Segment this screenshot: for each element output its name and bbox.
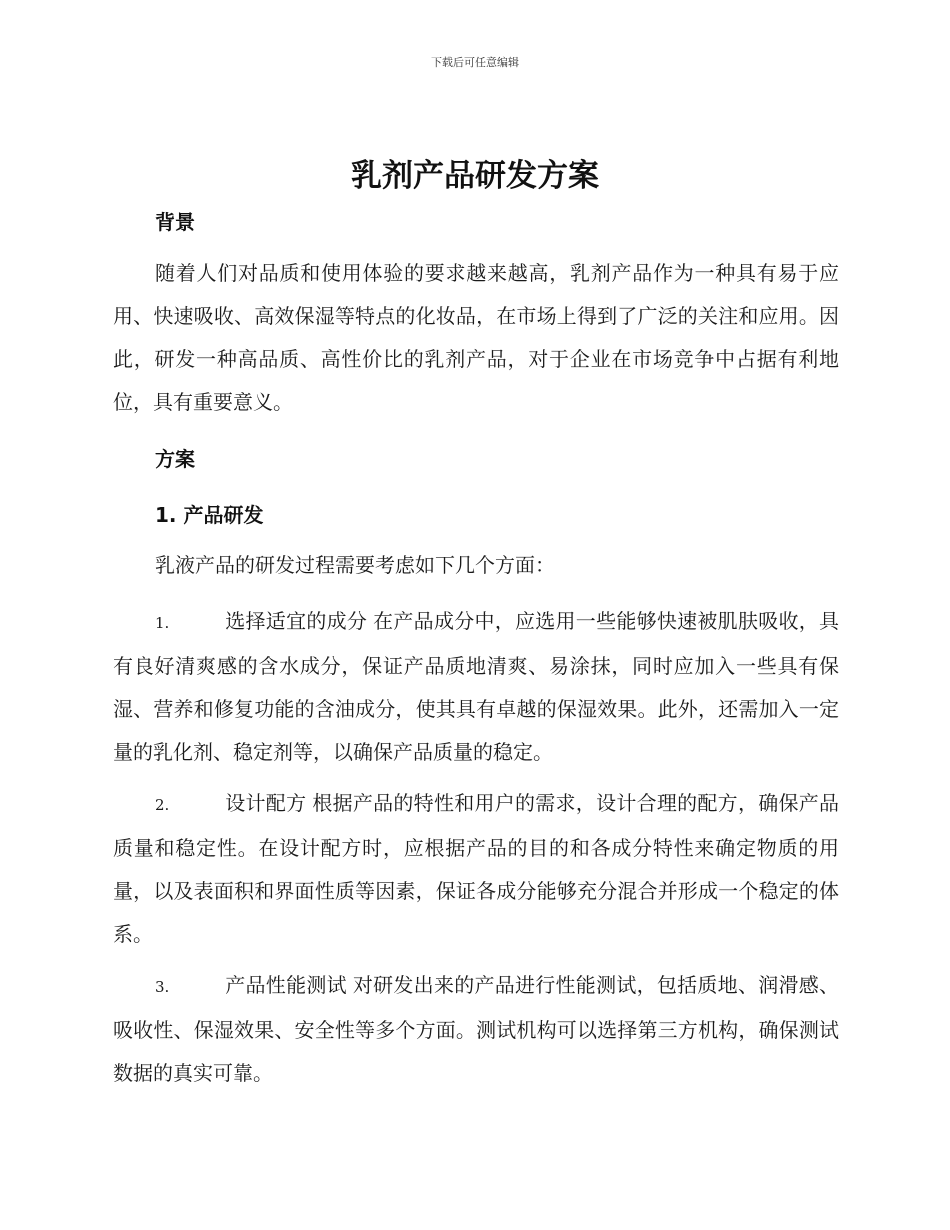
subsection-heading-product-development: 1. 产品研发	[155, 503, 264, 527]
section-heading-background: 背景	[155, 210, 195, 234]
list-item-text: 根据产品的特性和用户的需求，设计合理的配方，确保产品质量和稳定性。在设计配方时，应根据产品的目的和各成分特性来确定物质的用量，以及表面积和界面性质等因素，保证各成分能够充分混合并形成一个稳定的体系。	[113, 791, 840, 946]
background-paragraph: 随着人们对品质和使用体验的要求越来越高，乳剂产品作为一种具有易于应用、快速吸收、高效保湿等特点的化妆品，在市场上得到了广泛的关注和应用。因此，研发一种高品质、高性价比的乳剂产品，对于企业在市场竞争中占据有利地位，具有重要意义。	[113, 261, 839, 414]
document-title: 乳剂产品研发方案	[351, 158, 599, 194]
list-item-number: 1.	[155, 614, 170, 632]
list-item-label: 选择适宜的成分	[225, 609, 368, 633]
list-item	[113, 964, 839, 1095]
list-item	[113, 782, 839, 956]
list-item-label: 设计配方	[225, 791, 307, 815]
intro-paragraph: 乳液产品的研发过程需要考虑如下几个方面：	[155, 553, 555, 577]
list-item-number: 3.	[155, 978, 170, 996]
list-item-text: 对研发出来的产品进行性能测试，包括质地、润滑感、吸收性、保湿效果、安全性等多个方面。测试机构可以选择第三方机构，确保测试数据的真实可靠。	[113, 973, 840, 1085]
section-heading-plan: 方案	[155, 447, 195, 471]
list-item-number: 2.	[155, 796, 170, 814]
list-item	[113, 600, 839, 774]
page-header-note: 下载后可任意编辑	[431, 56, 519, 69]
list-item-label: 产品性能测试	[225, 973, 347, 997]
list-item-text: 在产品成分中，应选用一些能够快速被肌肤吸收，具有良好清爽感的含水成分，保证产品质地清爽、易涂抹，同时应加入一些具有保湿、营养和修复功能的含油成分，使其具有卓越的保湿效果。此外，还需加入一定量的乳化剂、稳定剂等，以确保产品质量的稳定。	[113, 609, 840, 764]
